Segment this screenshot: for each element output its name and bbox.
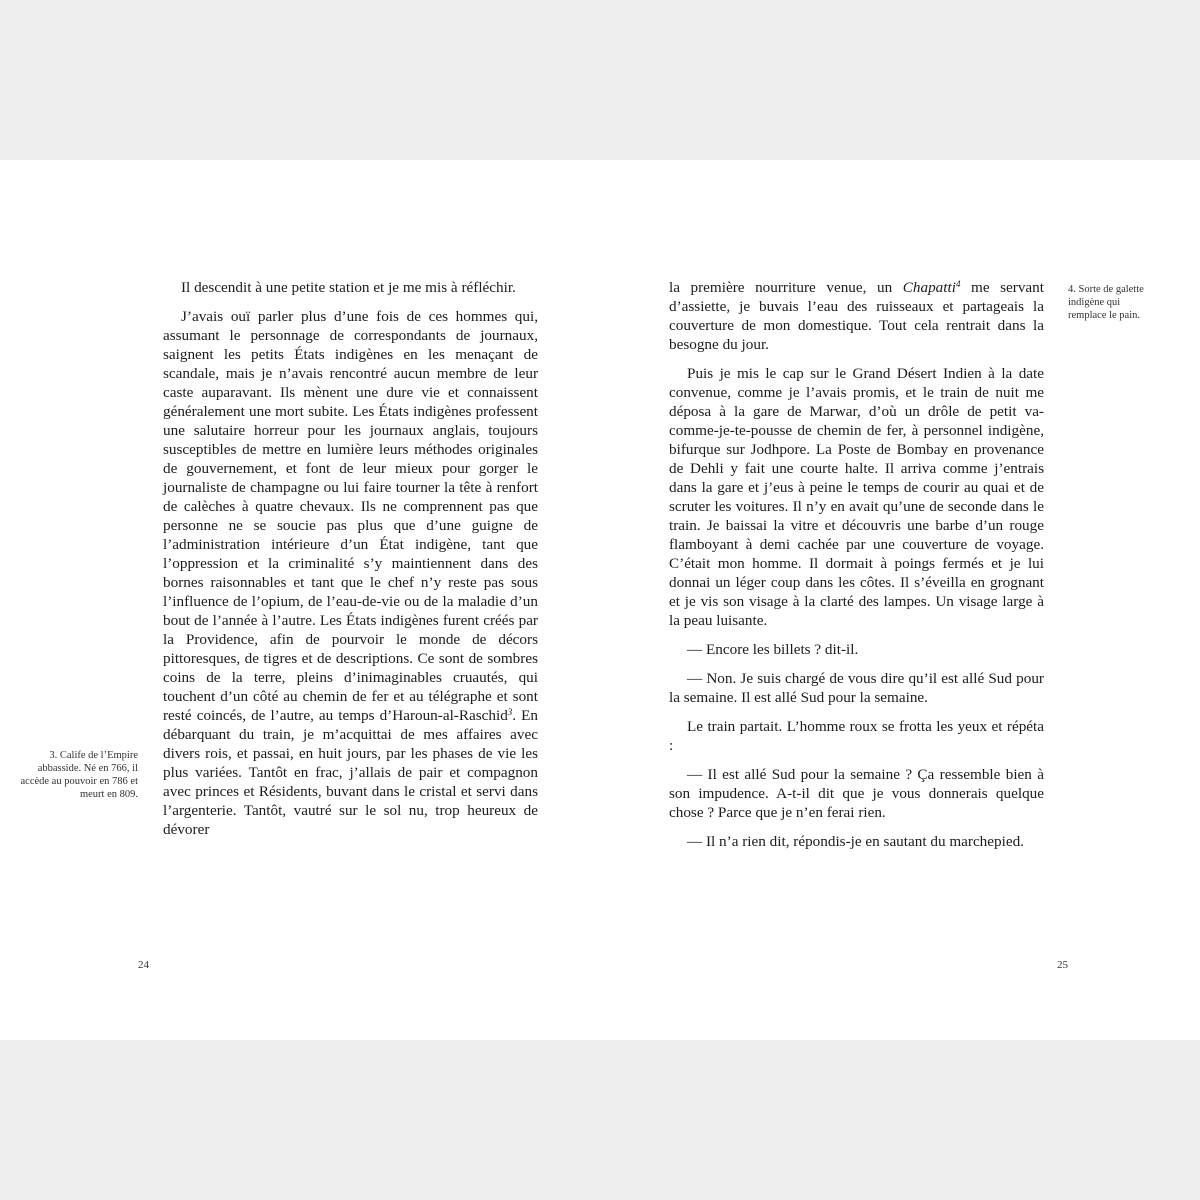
paragraph: — Non. Je suis chargé de vous dire qu’il est allé Sud pour la semaine. Il est allé Sud pour la semaine. — [669, 670, 1044, 706]
paragraph: — Encore les billets ? dit-il. — [687, 641, 859, 658]
italic-term: Chapatti — [902, 279, 956, 296]
left-page-text — [163, 278, 538, 849]
paragraph — [669, 278, 1044, 354]
paragraph — [163, 307, 538, 839]
paragraph-body: J’avais ouï parler plus d’une fois de ces hommes qui, assumant le personnage de correspondants de journaux, saignent les petits États indigènes en les menaçant de scandale, mais je n’avais rencontré aucun membre de leur caste auparavant. Ils mènent une dure vie et connaissent généralement une mort subite. Les États indigènes professent une salutaire horreur pour les journaux anglais, toujours susceptibles de mettre en lumière leurs méthodes originales de gouvernement, et font de leur mieux pour gorger le journaliste de champagne ou lui faire tourner la tête à renfort de calèches à quatre chevaux. Ils ne comprennent pas que personne ne se soucie pas plus que d’une guigne de l’administration intérieure d’un État indigène, tant que l’oppression et la criminalité s’y maintiennent dans des bornes raisonnables et tant que le chef n’y reste pas sous l’influence de l’opium, de l’eau-de-vie ou de la maladie d’un bout de l’année à l’autre. Les États indigènes furent créés par la Providence, afin de pourvoir le monde de décors pittoresques, de tigres et de descriptions. Ce sont de sombres coins de la terre, pleins d’inimaginables cruautés, qui touchent d’un côté au chemin de fer et au télégraphe et sont resté coincés, de l’autre, au temps d’Haroun-al-Raschid — [163, 308, 538, 724]
footnote-mark: 3 — [507, 707, 513, 717]
book-spread — [0, 160, 1200, 1040]
footnote-3: 3. Calife de l’Empire abbasside. Né en 766, il accède au pouvoir en 786 et meurt en 809. — [20, 750, 138, 800]
paragraph: — Il n’a rien dit, répondis-je en sautant du marchepied. — [687, 833, 1024, 850]
paragraph: Le train partait. L’homme roux se frotta les yeux et répéta : — [669, 718, 1044, 754]
page-number-left: 24 — [138, 959, 149, 971]
footnote-4: 4. Sorte de galette indigène qui remplace le pain. — [1068, 284, 1144, 321]
paragraph: Puis je mis le cap sur le Grand Désert Indien à la date convenue, comme je l’avais promis, et le train de nuit me déposa à la gare de Marwar, d’où un drôle de petit va-comme-je-te-pousse de chemin de fer, à personnel indigène, bifurque sur Jodhpore. La Poste de Bombay en provenance de Dehli y fait une courte halte. Il arriva comme j’entrais dans la gare et j’eus à peine le temps de courir au quai et de scruter les voitures. Il n’y en avait qu’une de seconde dans le train. Je baissai la vitre et découvris une barbe d’un rouge flamboyant à demi cachée par une couverture de voyage. C’était mon homme. Il dormait à poings fermés et je lui donnai un léger coup dans les côtes. Il s’éveilla en grognant et je vis son visage à la clarté des lampes. Un visage large à la peau luisante. — [669, 365, 1044, 629]
paragraph-head: la première nourriture venue, un — [669, 279, 903, 296]
paragraph: — Il est allé Sud pour la semaine ? Ça ressemble bien à son impudence. A-t-il dit que je vous donnerais quelque chose ? Parce que je n’en ferai rien. — [669, 766, 1044, 821]
paragraph-tail: me servant d’assiette, je buvais l’eau des ruisseaux et partageais la couverture de mon domestique. Tout cela rentrait dans la besogne du jour. — [669, 279, 1044, 353]
right-page-text — [669, 278, 1044, 861]
paragraph: Il descendit à une petite station et je me mis à réfléchir. — [181, 279, 516, 296]
page-number-right: 25 — [1057, 959, 1068, 971]
paragraph-tail: . En débarquant du train, je m’acquittai de mes affaires avec divers rois, et passai, en huit jours, par les phases de vie les plus variées. Tantôt en frac, j’allais de pair et compagnon avec princes et Résidents, buvant dans le cristal et servi dans l’argenterie. Tantôt, vautré sur le sol nu, trop heureux de dévorer — [163, 707, 538, 838]
footnote-mark: 4 — [955, 279, 961, 289]
